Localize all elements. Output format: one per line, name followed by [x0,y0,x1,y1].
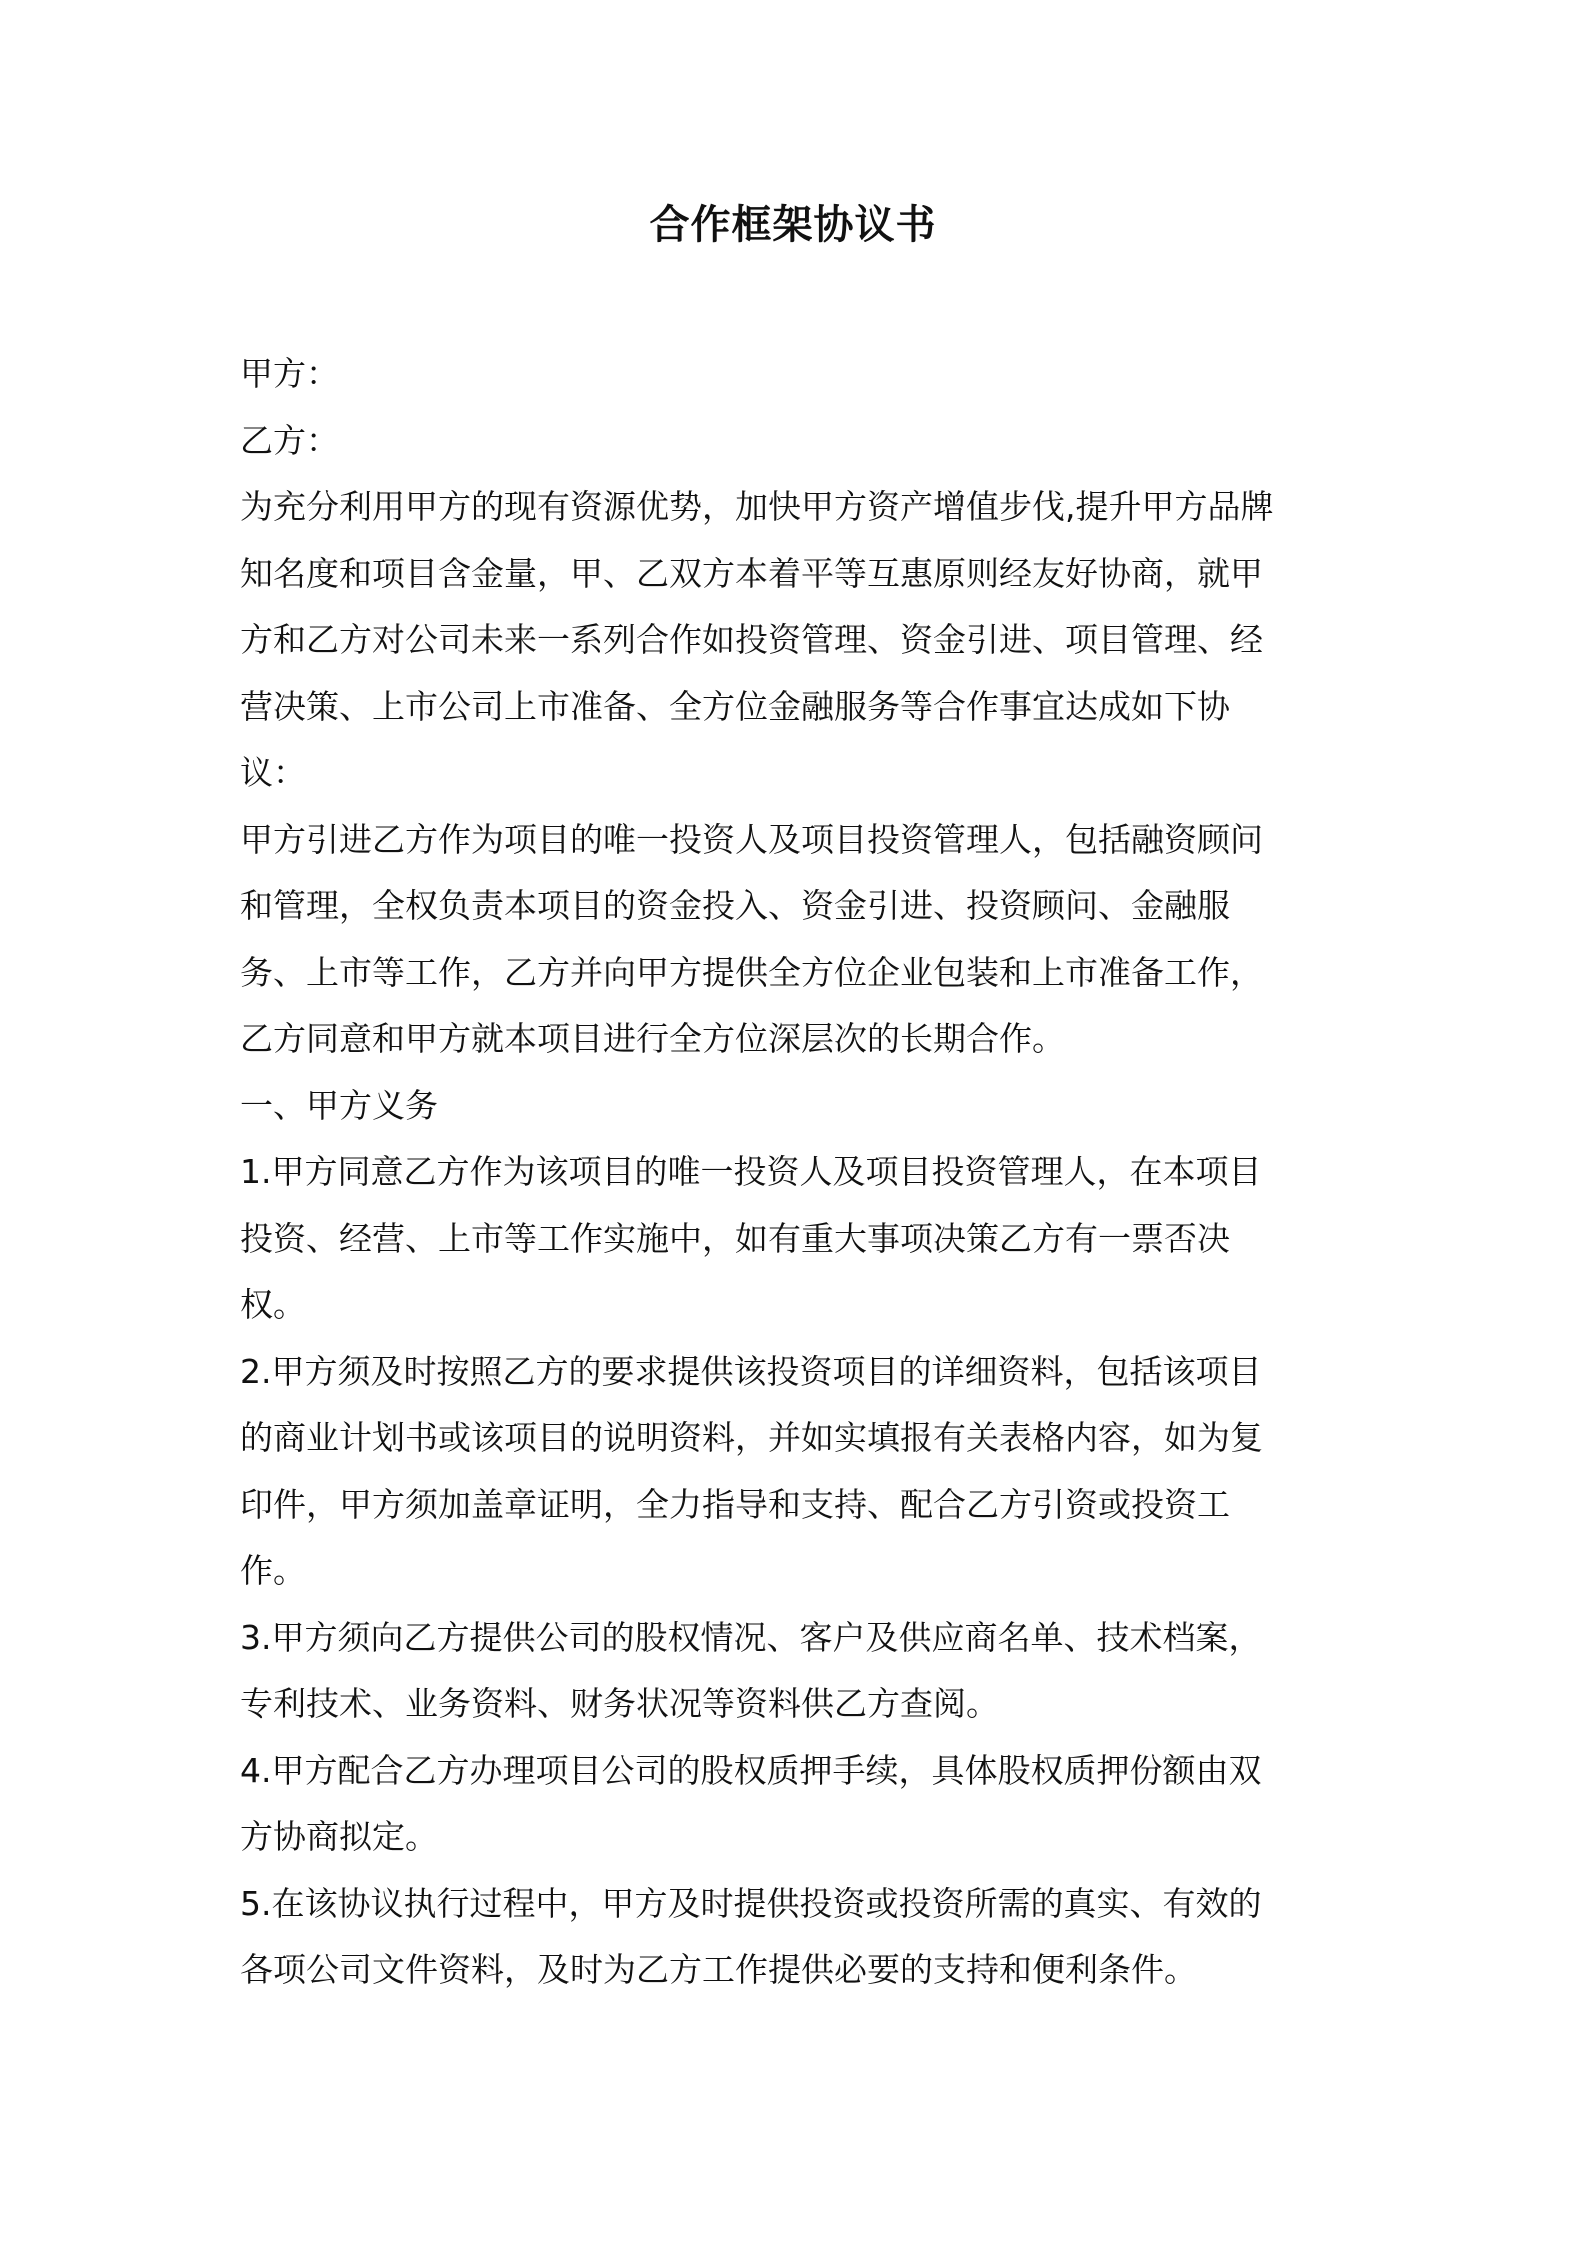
clause-1-line: 1.甲方同意乙方作为该项目的唯一投资人及项目投资管理人，在本项目 [240,1152,1262,1191]
clause-1-line: 投资、经营、上市等工作实施中，如有重大事项决策乙方有一票否决 [240,1218,1230,1258]
clause-5-line: 5.在该协议执行过程中，甲方及时提供投资或投资所需的真实、有效的 [240,1883,1262,1923]
intro-paragraph-line: 营决策、上市公司上市准备、全方位金融服务等合作事宜达成如下协 [240,686,1230,726]
document-title: 合作框架协议书 [649,202,937,248]
clause-5-line: 各项公司文件资料，及时为乙方工作提供必要的支持和便利条件。 [240,1950,1197,1989]
clause-2-line: 作。 [240,1551,306,1590]
clause-2-line: 的商业计划书或该项目的说明资料，并如实填报有关表格内容，如为复 [240,1418,1263,1457]
intro-paragraph-line: 方和乙方对公司未来一系列合作如投资管理、资金引进、项目管理、经 [240,620,1263,659]
scope-paragraph-line: 甲方引进乙方作为项目的唯一投资人及项目投资管理人，包括融资顾问 [240,819,1263,859]
section-heading: 一、甲方义务 [240,1085,438,1125]
intro-paragraph-line: 议： [240,753,306,792]
intro-paragraph-line: 为充分利用甲方的现有资源优势，加快甲方资产增值步伐,提升甲方品牌 [240,487,1274,526]
scope-paragraph-line: 乙方同意和甲方就本项目进行全方位深层次的长期合作。 [240,1019,1065,1058]
clause-4-line: 4.甲方配合乙方办理项目公司的股权质押手续，具体股权质押份额由双 [240,1750,1262,1790]
clause-3-line: 3.甲方须向乙方提供公司的股权情况、客户及供应商名单、技术档案， [240,1617,1262,1657]
clause-2-line: 2.甲方须及时按照乙方的要求提供该投资项目的详细资料，包括该项目 [240,1351,1262,1391]
party-b-line: 乙方： [240,420,339,460]
scope-paragraph-line: 务、上市等工作，乙方并向甲方提供全方位企业包装和上市准备工作， [240,952,1263,992]
intro-paragraph-line: 知名度和项目含金量，甲、乙双方本着平等互惠原则经友好协商，就甲 [240,553,1263,593]
party-a-line: 甲方： [240,354,339,393]
scope-paragraph-line: 和管理，全权负责本项目的资金投入、资金引进、投资顾问、金融服 [240,886,1230,925]
clause-3-line: 专利技术、业务资料、财务状况等资料供乙方查阅。 [240,1684,999,1723]
clause-4-line: 方协商拟定。 [240,1817,438,1856]
clause-1-line: 权。 [240,1285,306,1324]
document-body [240,341,1420,2004]
clause-2-line: 印件，甲方须加盖章证明，全力指导和支持、配合乙方引资或投资工 [240,1484,1230,1524]
